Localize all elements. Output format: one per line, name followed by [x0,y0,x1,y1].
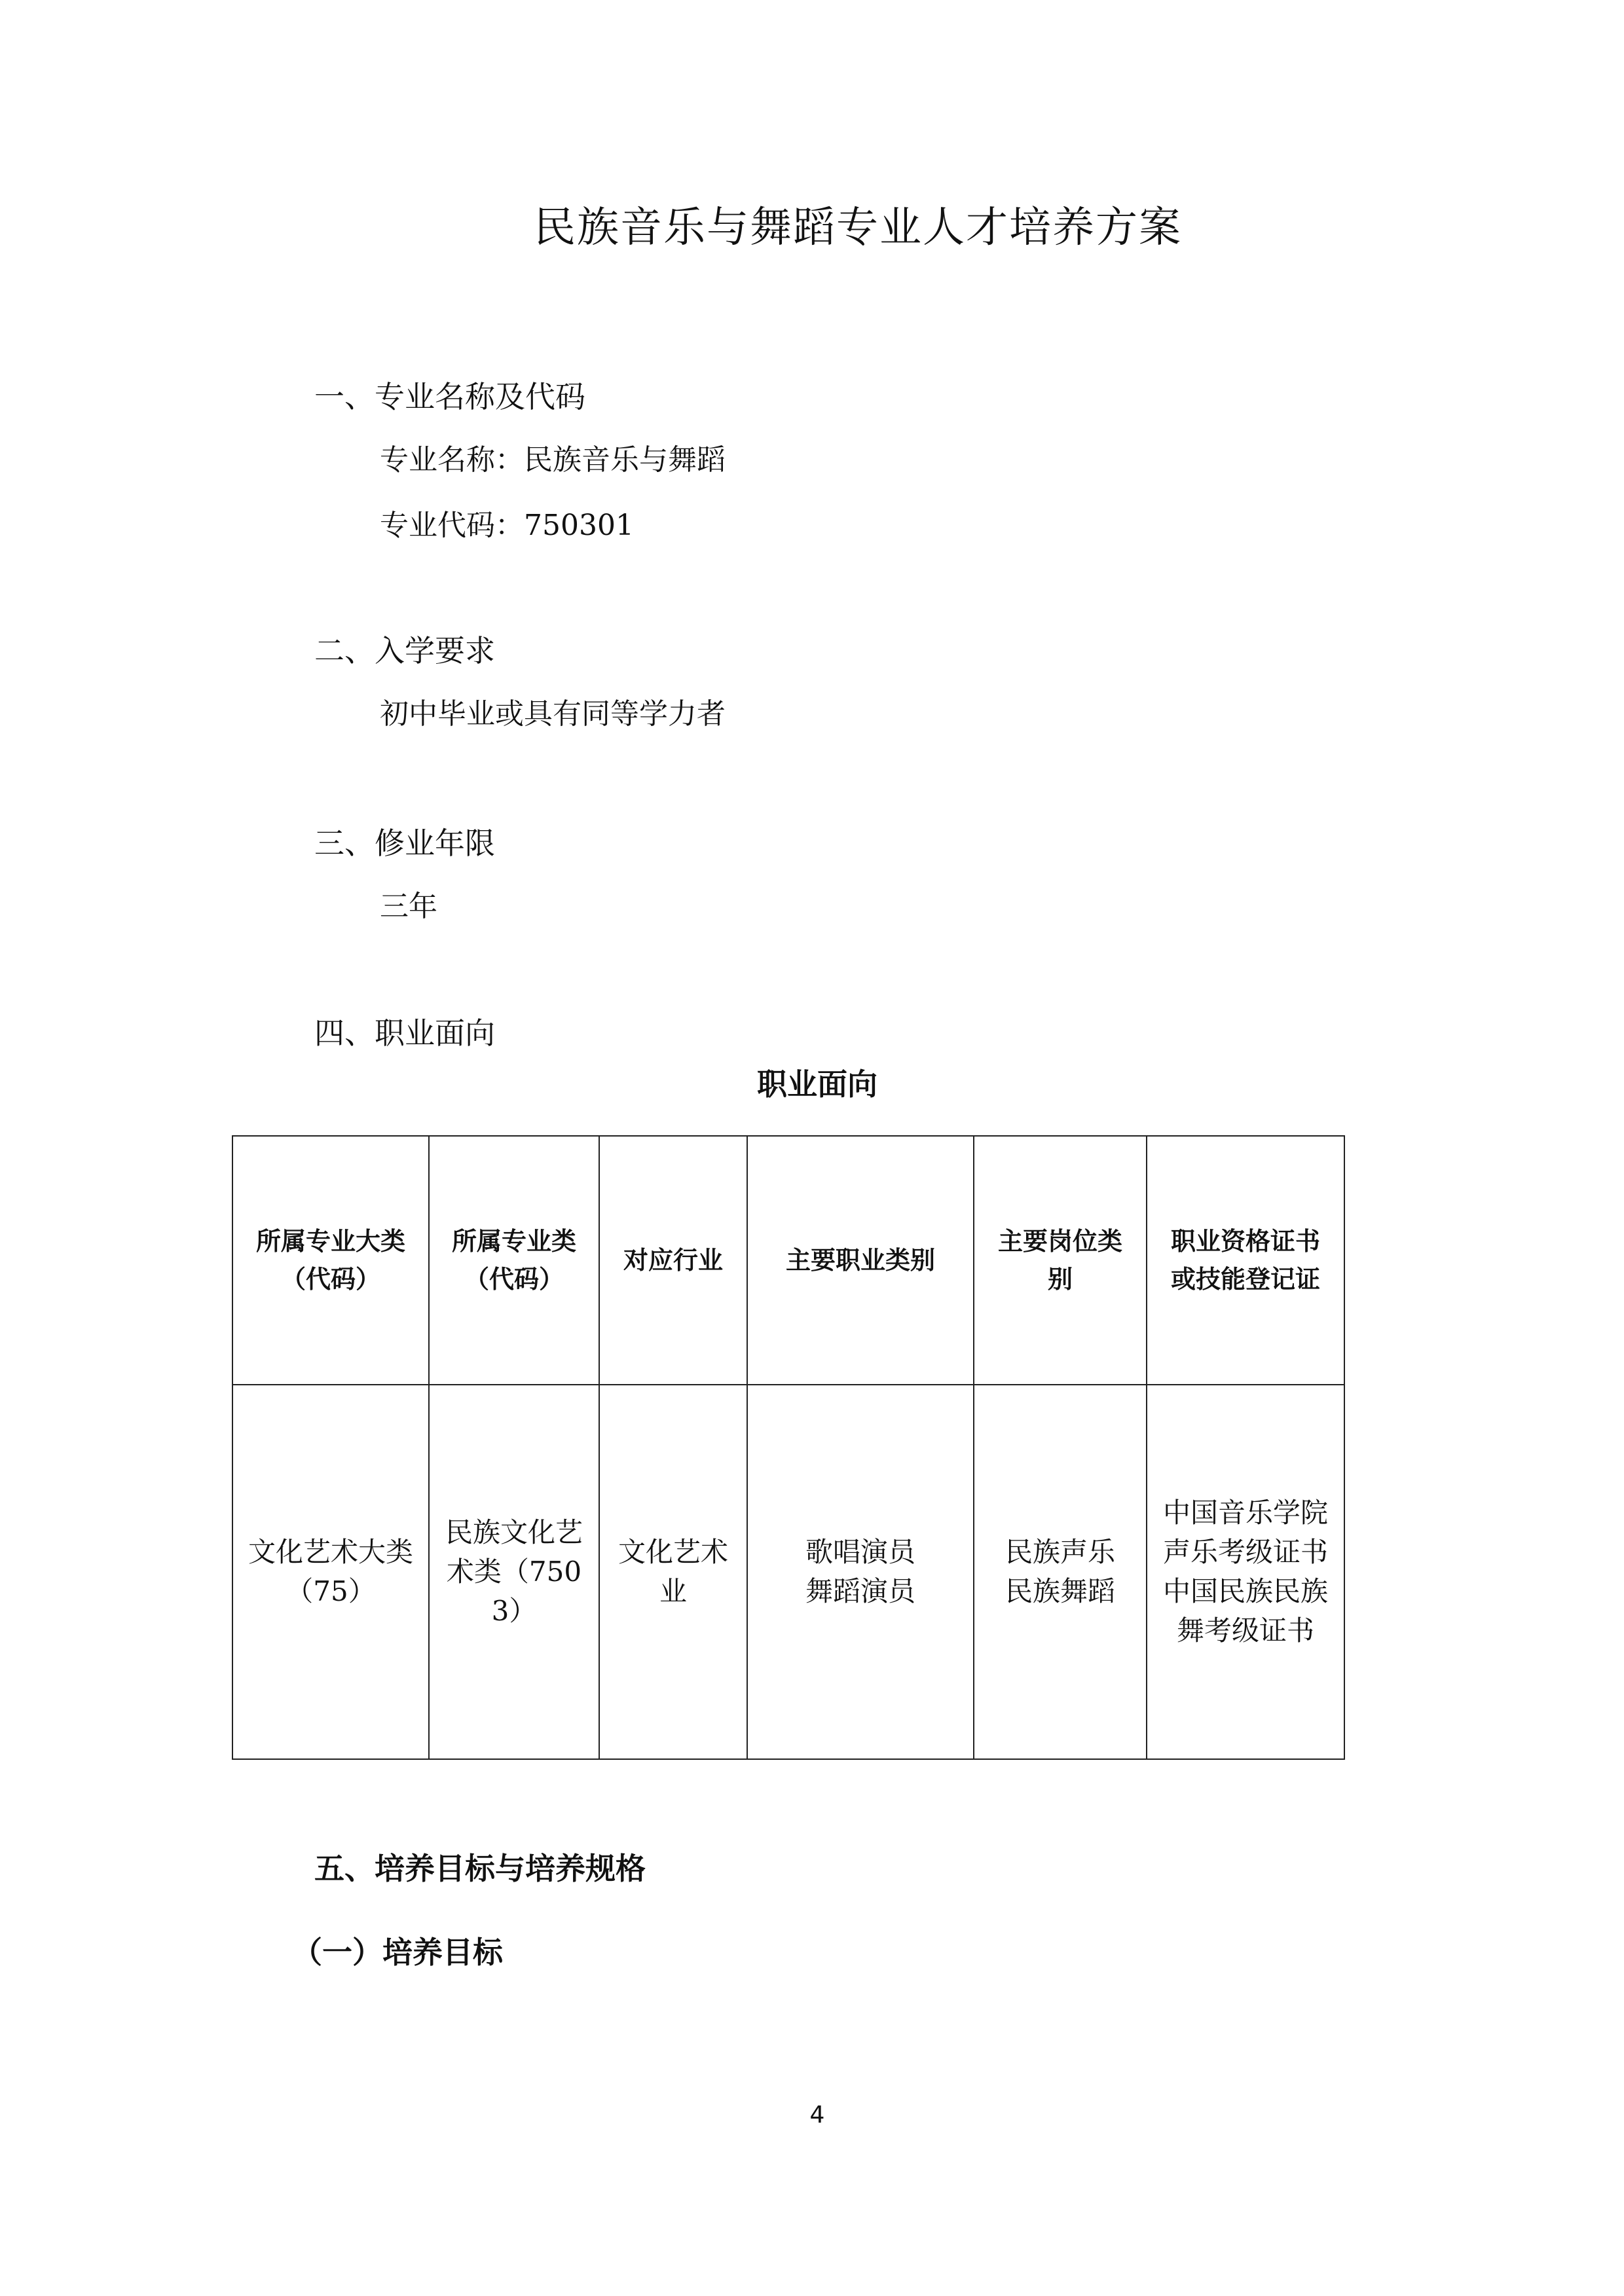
major-code-line: 专业代码：750301 [380,509,634,542]
section-5-heading: 五、培养目标与培养规格 [314,1851,646,1886]
header-occupation: 主要职业类别 [747,1136,974,1385]
header-certificate: 职业资格证书或技能登记证 [1147,1136,1344,1385]
cell-certificate: 中国音乐学院声乐考级证书 中国民族民族舞考级证书 [1147,1385,1344,1759]
cell-discipline-class: 民族文化艺术类（7503） [429,1385,599,1759]
header-position: 主要岗位类别 [974,1136,1147,1385]
cell-occupation: 歌唱演员 舞蹈演员 [747,1385,974,1759]
cell-industry: 文化艺术业 [599,1385,747,1759]
cell-position: 民族声乐 民族舞蹈 [974,1385,1147,1759]
admission-requirement: 初中毕业或具有同等学力者 [380,697,726,731]
section-2-heading: 二、入学要求 [314,633,495,668]
table-caption: 职业面向 [757,1066,877,1102]
table-row [232,1385,1344,1759]
document-title: 民族音乐与舞蹈专业人才培养方案 [534,204,1182,252]
cell-discipline-category: 文化艺术大类（75） [232,1385,429,1759]
header-discipline-category: 所属专业大类（代码） [232,1136,429,1385]
section-1-heading: 一、专业名称及代码 [314,379,585,414]
page-number: 4 [809,2102,825,2128]
career-orientation-table [232,1135,1345,1760]
major-name-line: 专业名称：民族音乐与舞蹈 [380,443,726,477]
subsection-heading: （一）培养目标 [292,1935,503,1970]
study-duration: 三年 [380,890,437,923]
table-header-row [232,1136,1344,1385]
section-3-heading: 三、修业年限 [314,826,495,861]
header-industry: 对应行业 [599,1136,747,1385]
section-4-heading: 四、职业面向 [314,1015,495,1051]
header-discipline-class: 所属专业类（代码） [429,1136,599,1385]
